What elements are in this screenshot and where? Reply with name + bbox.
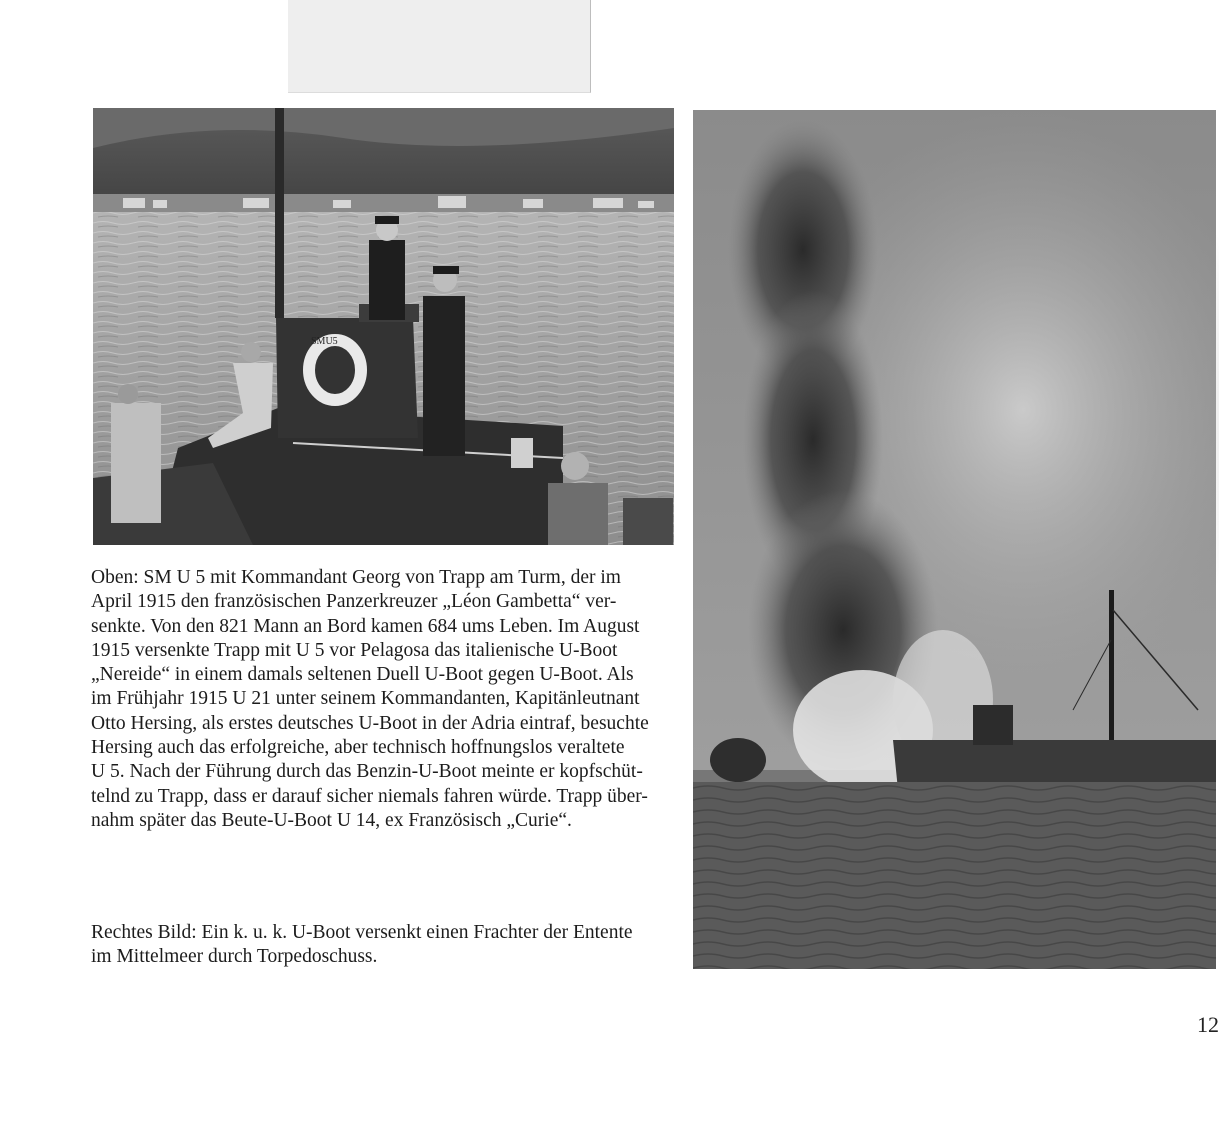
page-number: 12: [1197, 1012, 1219, 1037]
caption-top: Oben: SM U 5 mit Kommandant Georg von Trapp am Turm, der im April 1915 den französischen Panzerkreuzer „Léon Gambetta“ ver- senkte. Von den 821 Mann an Bord kamen 684 ums Leben. Im August 1915 versenkte Trapp mit U 5 vor Pelagosa das italienische U-Boot „Nereide“ in einem damals seltenen Duell U-Boot gegen U-Boot. Als im Frühjahr 1915 U 21 unter seinem Kommandanten, Kapitänleutnant Otto Hersing, als erstes deutsches U-Boot in der Adria eintraf, besuchte Hersing auch das erfolgreiche, aber technisch hoffnungslos veraltete U 5. Nach der Führung durch das Benzin-U-Boot meinte er kopfschüt- telnd zu Trapp, dass er darauf sicher niemals fahren würde. Trapp über- nahm später das Beute-U-Boot U 14, ex Französisch „Curie“.: [91, 567, 649, 831]
lifebuoy-label: SMU5: [311, 336, 338, 347]
paper-slip: [288, 0, 591, 93]
caption-right-image: Rechtes Bild: Ein k. u. k. U-Boot versenkt einen Frachter der Entente im Mittelmeer durch Torpedoschuss.: [91, 922, 633, 968]
submarine-photo: [93, 108, 674, 545]
torpedoed-freighter-photo: [693, 110, 1216, 969]
